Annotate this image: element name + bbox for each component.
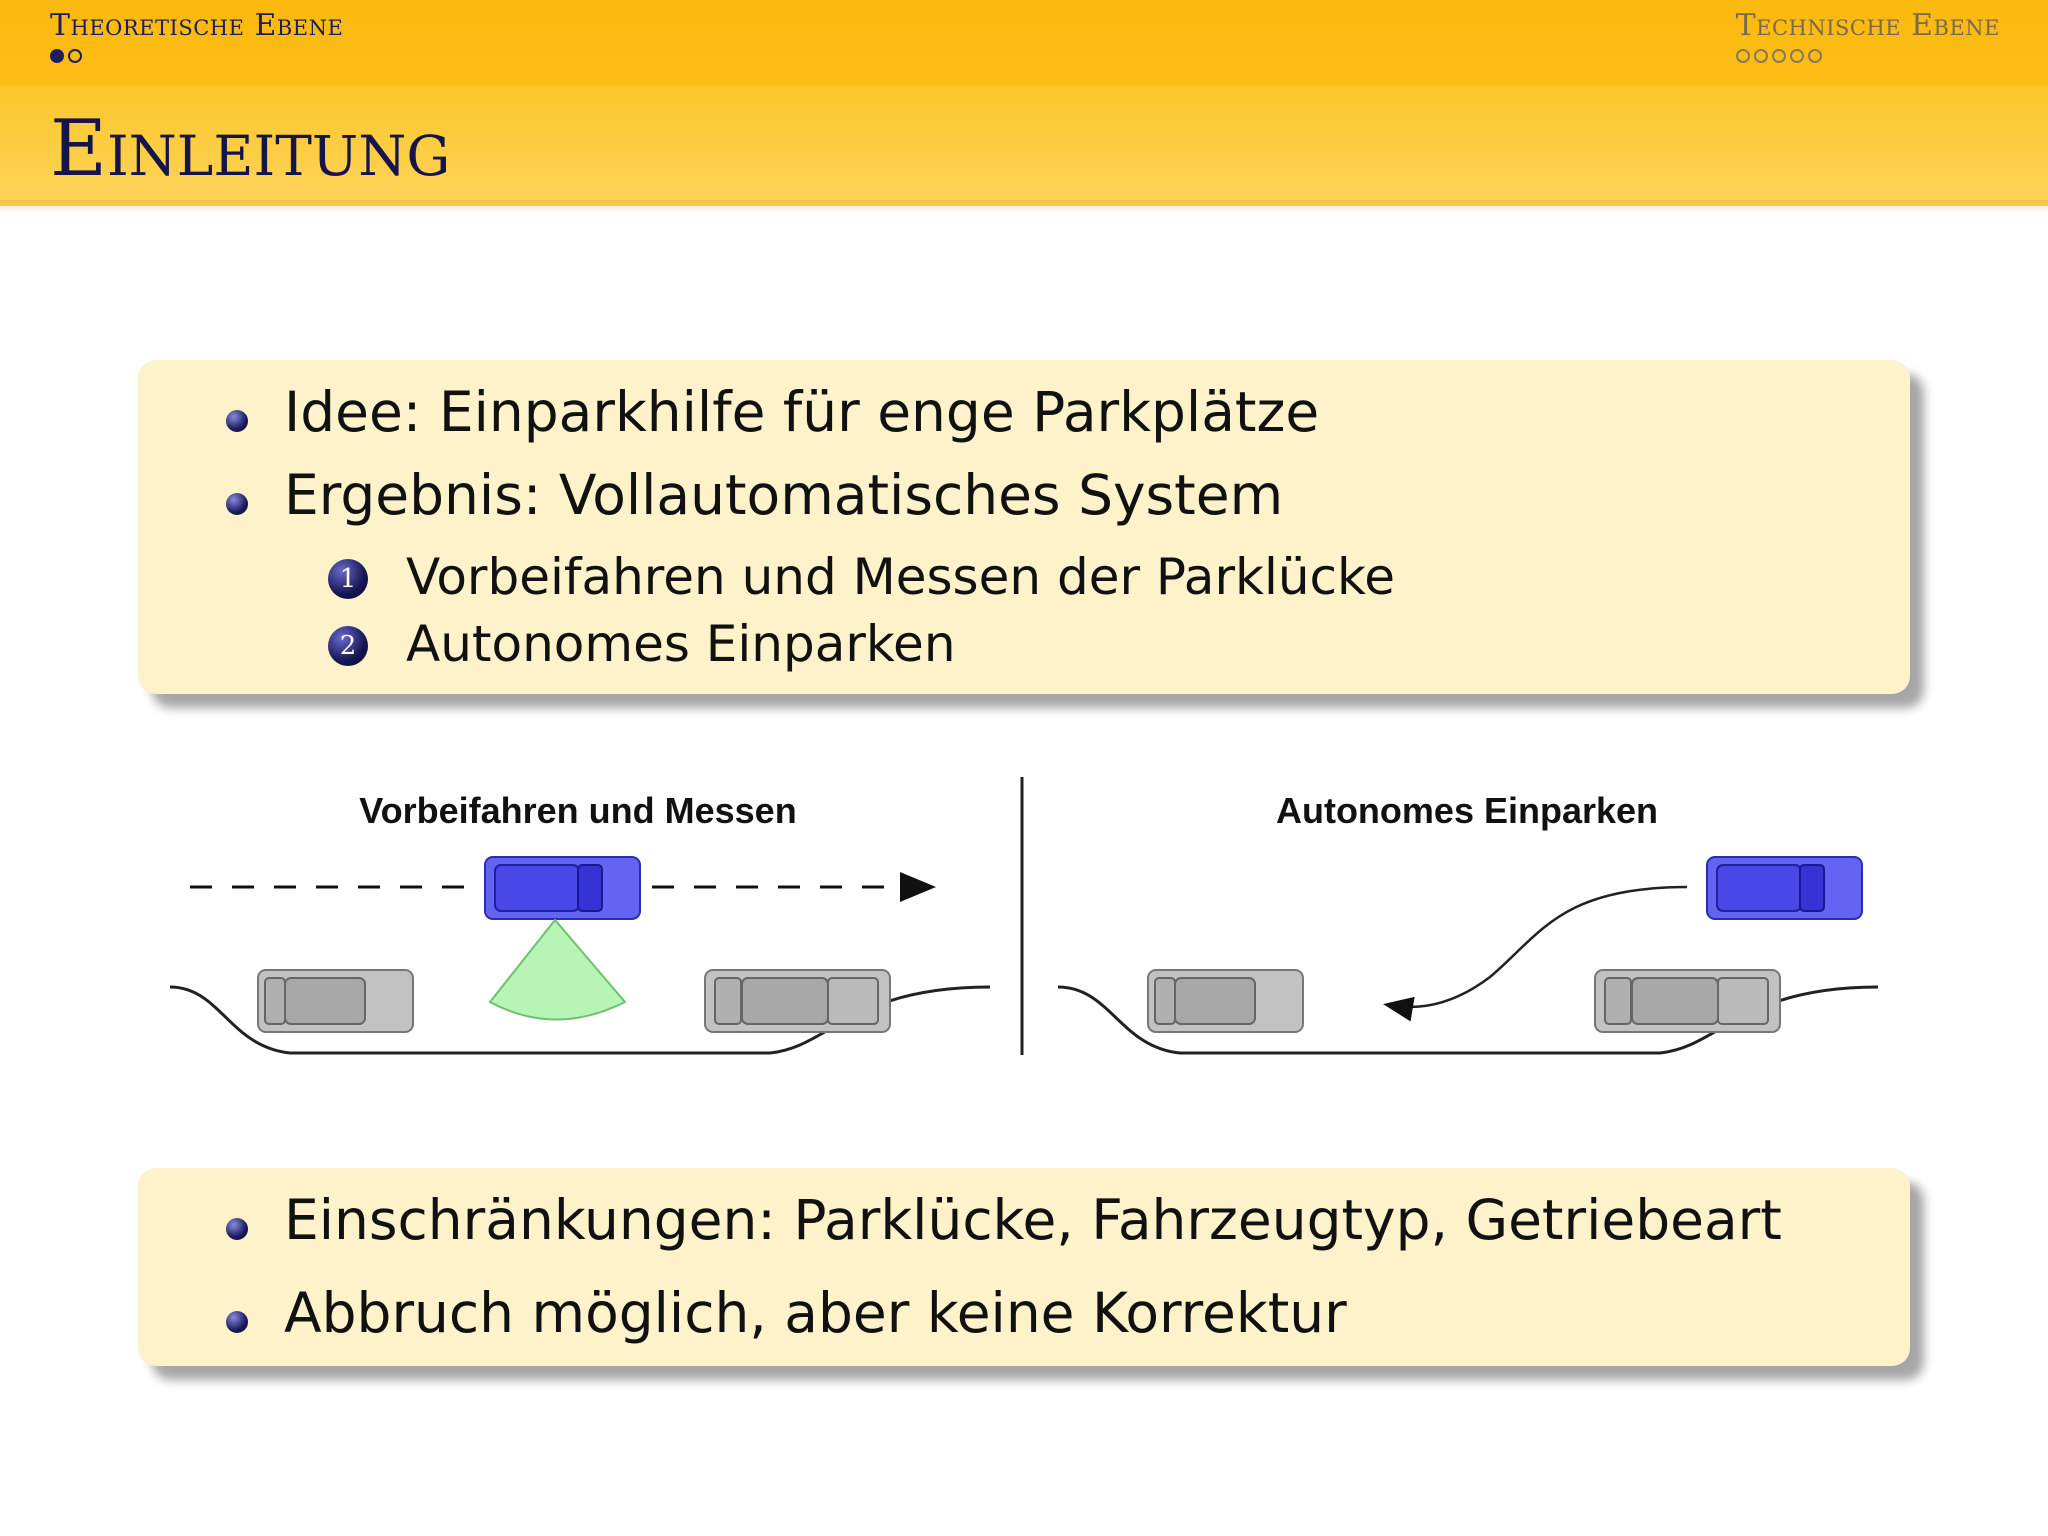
blue-car-parking	[1707, 857, 1862, 919]
enum-text: Autonomes Einparken	[406, 615, 956, 673]
bullet-text: Abbruch möglich, aber keine Korrektur	[284, 1281, 1347, 1345]
parked-car-left	[258, 970, 413, 1032]
section-nav-theoretical[interactable]	[50, 8, 343, 63]
enum-number-icon: 2	[328, 626, 368, 666]
bullet-icon	[226, 410, 248, 432]
enum-number-icon: 1	[328, 559, 368, 599]
content-block-top	[138, 360, 1910, 694]
enum-text: Vorbeifahren und Messen der Parklücke	[406, 548, 1395, 606]
section-nav-technical[interactable]	[1736, 8, 2000, 63]
slide-progress-dots-theoretical	[50, 49, 343, 63]
slide-dot[interactable]	[1754, 49, 1768, 63]
bullet-icon	[226, 493, 248, 515]
current-slide-dot[interactable]	[50, 49, 64, 63]
slide-dot[interactable]	[1790, 49, 1804, 63]
parked-car-right	[1595, 970, 1780, 1032]
bullet-text: Einschränkungen: Parklücke, Fahrzeugtyp, Getriebeart	[284, 1188, 1782, 1252]
parked-car-right	[705, 970, 890, 1032]
section-title-technical[interactable]: Technische Ebene	[1735, 8, 2000, 43]
diagram-label-right: Autonomes Einparken	[1275, 790, 1659, 831]
content-block-bottom	[138, 1168, 1910, 1366]
sensor-cone	[490, 920, 625, 1020]
diagram-label-left: Vorbeifahren und Messen	[359, 790, 797, 831]
parking-diagram	[160, 765, 1900, 1085]
bullet-icon	[226, 1218, 248, 1240]
slide-dot[interactable]	[68, 49, 82, 63]
blue-car-measuring	[485, 857, 640, 919]
navigation-bar	[0, 0, 2048, 86]
bullet-text: Idee: Einparkhilfe für enge Parkplätze	[284, 380, 1320, 444]
slide-dot[interactable]	[1808, 49, 1822, 63]
slide-dot[interactable]	[1736, 49, 1750, 63]
bullet-icon	[226, 1311, 248, 1333]
section-title-theoretical[interactable]: Theoretische Ebene	[50, 8, 344, 43]
frame-title-shadow	[0, 200, 2048, 214]
slide-dot[interactable]	[1772, 49, 1786, 63]
parked-car-left	[1148, 970, 1303, 1032]
bullet-text: Ergebnis: Vollautomatisches System	[284, 463, 1284, 527]
slide-progress-dots-technical	[1736, 49, 2000, 63]
frame-title: Einleitung	[50, 104, 451, 194]
